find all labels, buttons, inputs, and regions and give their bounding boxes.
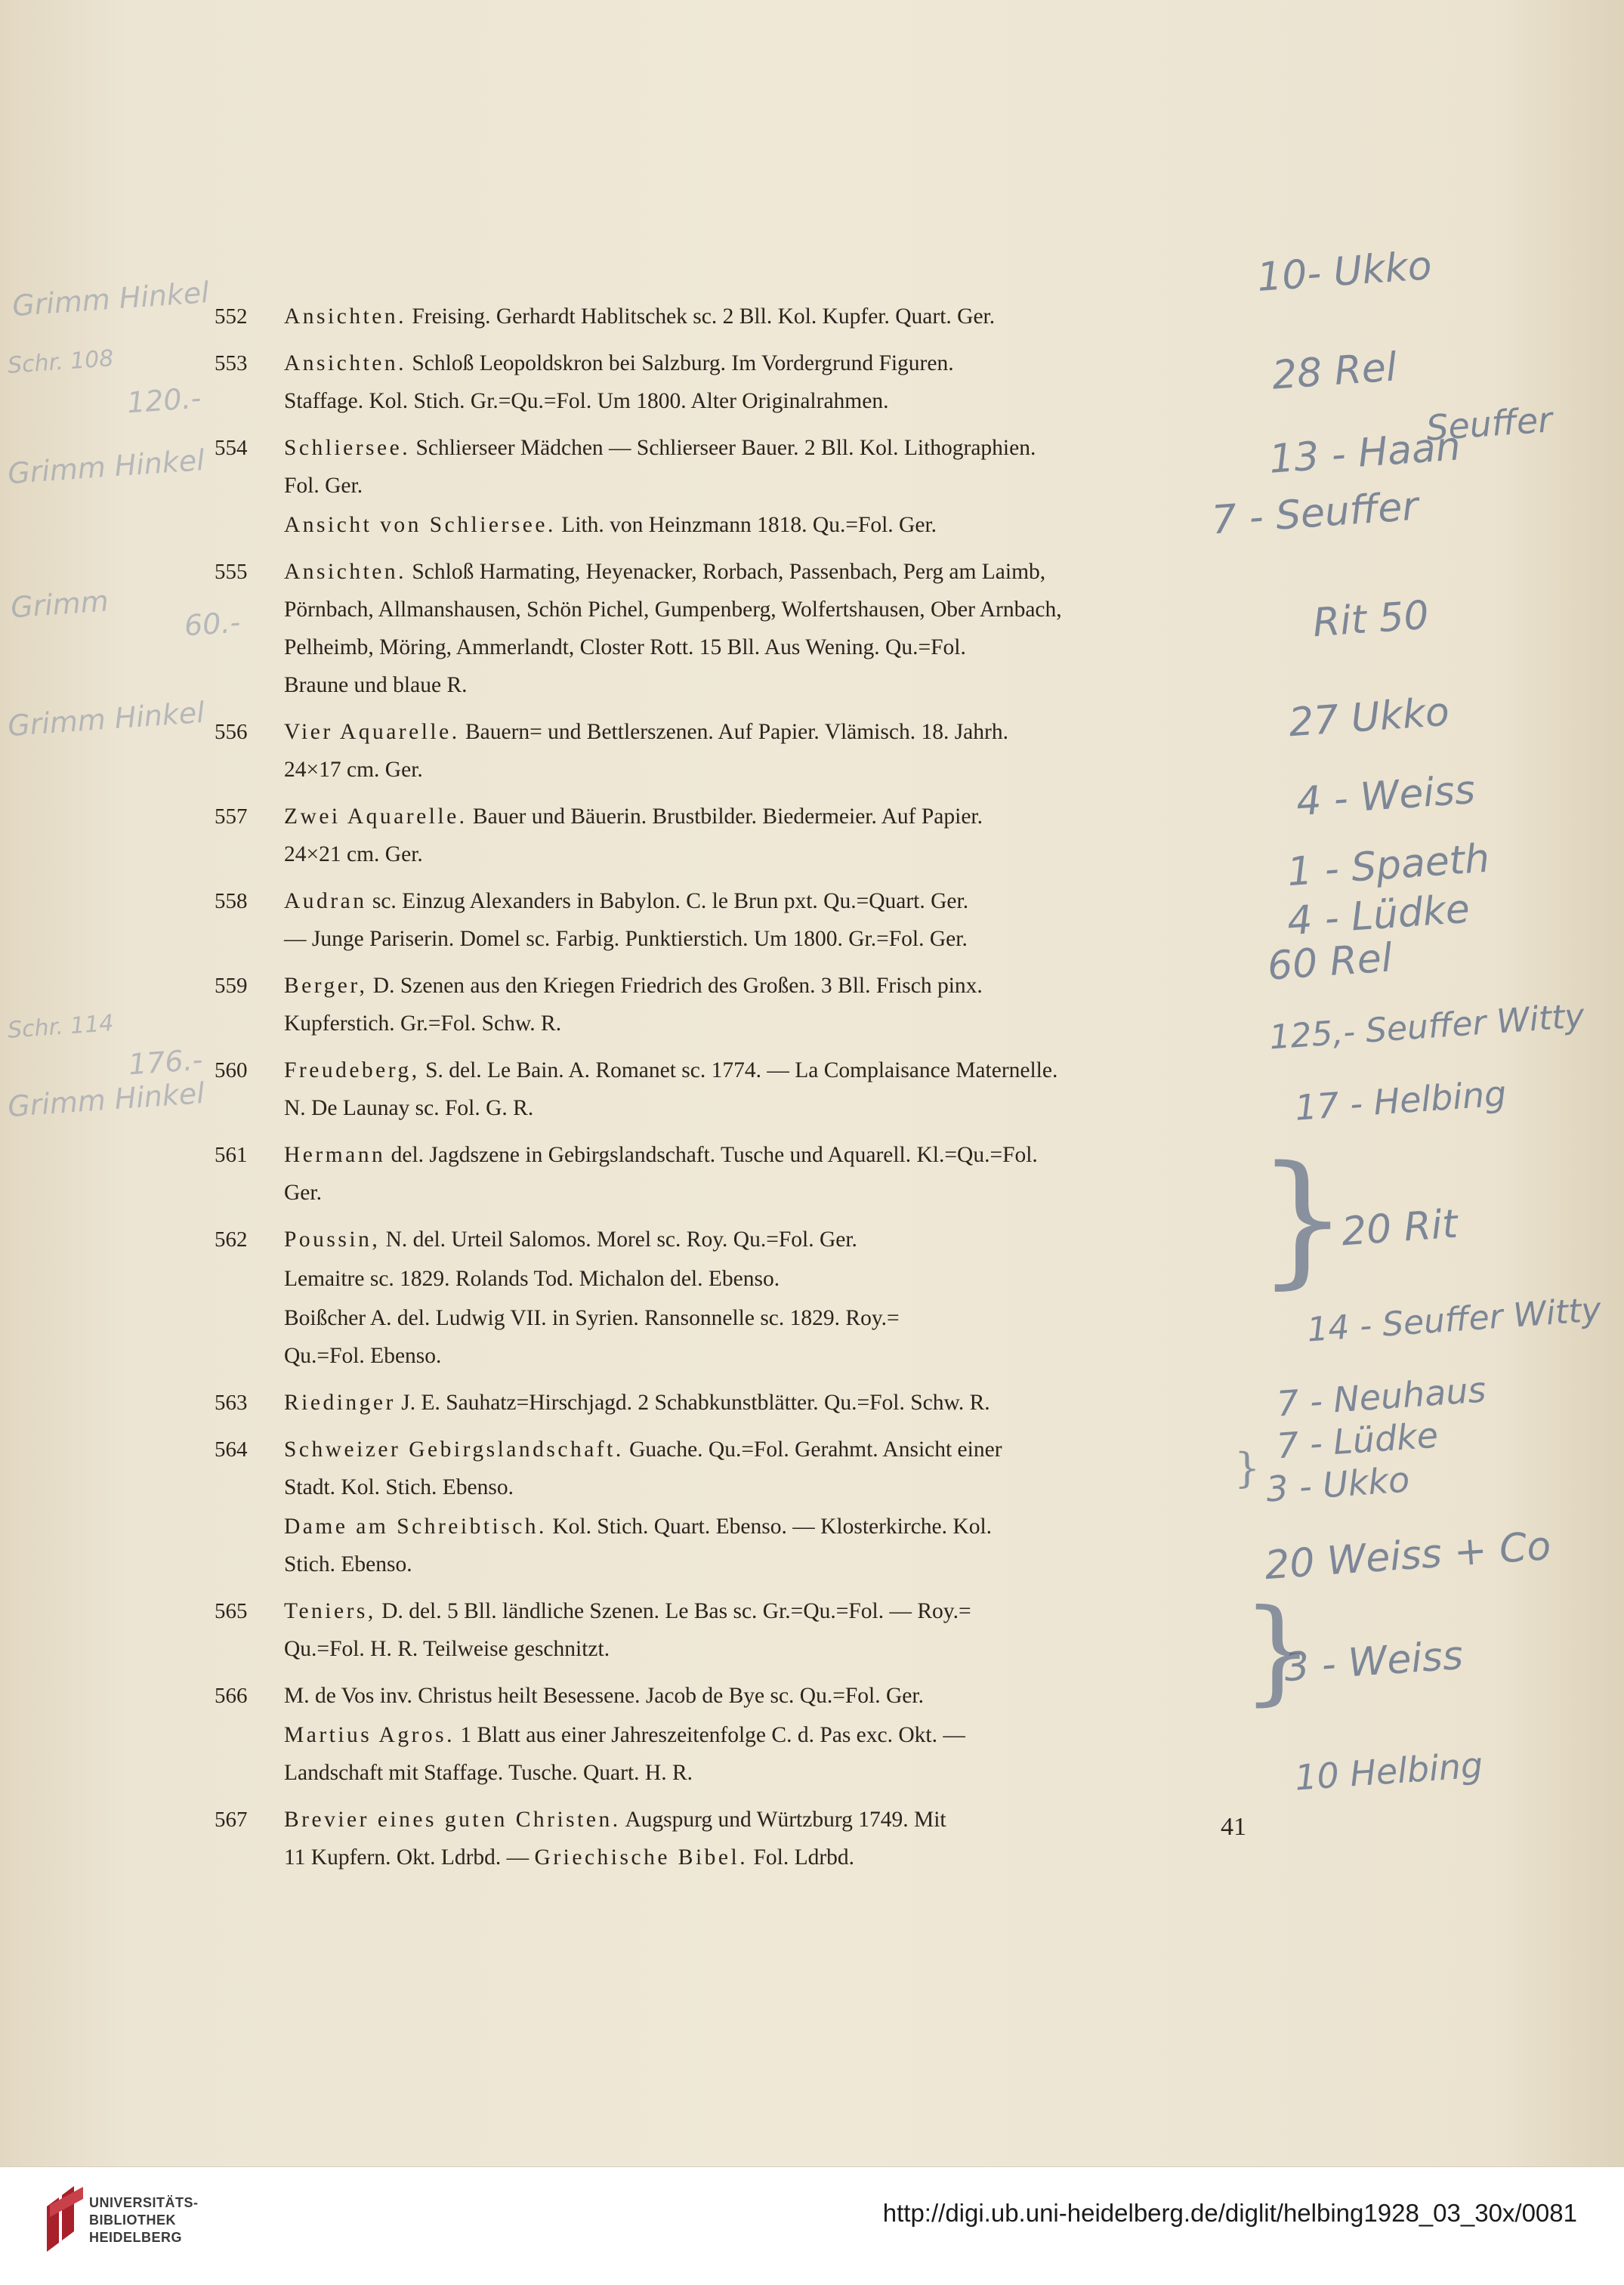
- handwritten-note: 17 - Helbing: [1293, 1073, 1508, 1129]
- lot-description: [284, 506, 1251, 544]
- handwritten-note: 20 Rit: [1340, 1201, 1459, 1255]
- text-line: [284, 1005, 1251, 1042]
- lot-description: [284, 1716, 1251, 1792]
- text-line: [284, 713, 1251, 751]
- lot-number: 561: [215, 1143, 248, 1167]
- lot-number: 552: [215, 304, 248, 329]
- handwritten-note: 20 Weiss + Co: [1263, 1523, 1553, 1589]
- text-run: 1 Blatt aus einer Jahreszeitenfolge C. d. Pas exc. Okt. —: [455, 1723, 965, 1747]
- handwritten-note: Grimm Hinkel: [11, 275, 211, 323]
- text-run: Schlierseer Mädchen — Schlierseer Bauer. 2 Bll. Kol. Lithographien.: [410, 436, 1036, 460]
- text-line: [284, 553, 1251, 591]
- text-run: sc. Einzug Alexanders in Babylon. C. le Brun pxt. Qu.=Quart. Ger.: [366, 889, 969, 913]
- text-run: Stich. Ebenso.: [284, 1552, 412, 1576]
- handwritten-note: 4 - Weiss: [1295, 767, 1477, 826]
- text-run: Pelheimb, Möring, Ammerlandt, Closter Rott. 15 Bll. Aus Wening. Qu.=Fol.: [284, 635, 966, 659]
- text-run: Braune und blaue R.: [284, 673, 468, 697]
- spaced-heading: Griechische Bibel.: [534, 1845, 749, 1870]
- text-run: Schloß Leopoldskron bei Salzburg. Im Vordergrund Figuren.: [406, 351, 954, 375]
- lot-number: 564: [215, 1437, 248, 1462]
- spaced-heading: Poussin,: [284, 1227, 381, 1252]
- text-line: [284, 666, 1251, 704]
- spaced-heading: Brevier eines guten Christen.: [284, 1808, 621, 1832]
- text-run: Augspurg und Würtzburg 1749. Mit: [620, 1808, 946, 1832]
- text-run: — Junge Pariserin. Domel sc. Farbig. Punktierstich. Um 1800. Gr.=Fol. Ger.: [284, 927, 968, 951]
- text-line: [284, 591, 1251, 628]
- text-line: [284, 1089, 1251, 1127]
- text-line: [284, 1221, 1251, 1258]
- spaced-heading: Ansichten.: [284, 304, 406, 329]
- lot-description: [284, 344, 1251, 420]
- text-run: D. del. 5 Bll. ländliche Szenen. Le Bas sc. Gr.=Qu.=Fol. — Roy.=: [375, 1599, 971, 1623]
- text-line: [284, 1299, 1251, 1337]
- lot-description: [284, 1677, 1251, 1715]
- handwritten-brace: }: [1234, 1444, 1261, 1492]
- text-line: [284, 1136, 1251, 1174]
- lot-number: 559: [215, 974, 248, 998]
- spaced-heading: Teniers,: [284, 1599, 376, 1623]
- handwritten-note: Grimm: [9, 584, 110, 625]
- handwritten-note: 1 - Spaeth: [1286, 835, 1491, 896]
- spaced-heading: Audran: [284, 889, 367, 913]
- handwritten-note: Seuffer: [1425, 399, 1554, 449]
- text-line: [284, 1431, 1251, 1468]
- text-run: Guache. Qu.=Fol. Gerahmt. Ansicht einer: [623, 1437, 1002, 1462]
- spaced-heading: Ansichten.: [284, 560, 406, 584]
- page-number: 41: [1221, 1813, 1246, 1841]
- text-run: Qu.=Fol. Ebenso.: [284, 1344, 442, 1368]
- handwritten-note: 7 - Lüdke: [1275, 1414, 1440, 1467]
- lot-description: [284, 298, 1251, 335]
- text-run: N. De Launay sc. Fol. G. R.: [284, 1096, 534, 1120]
- lot-description: [284, 713, 1251, 789]
- spaced-heading: Dame am Schreibtisch.: [284, 1515, 547, 1539]
- text-run: 11 Kupfern. Okt. Ldrbd. —: [284, 1845, 535, 1870]
- text-run: Fol. Ldrbd.: [748, 1845, 855, 1870]
- handwritten-note: Rit 50: [1311, 592, 1431, 647]
- spaced-heading: Riedinger: [284, 1391, 396, 1415]
- spaced-heading: Berger,: [284, 974, 368, 998]
- spaced-heading: Zwei Aquarelle.: [284, 804, 468, 829]
- handwritten-note: 4 - Lüdke: [1286, 886, 1471, 945]
- text-run: 24×21 cm. Ger.: [284, 842, 423, 866]
- spaced-heading: Vier Aquarelle.: [284, 720, 460, 744]
- handwritten-note: 7 - Neuhaus: [1275, 1369, 1487, 1425]
- text-run: Pörnbach, Allmanshausen, Schön Pichel, Gumpenberg, Wolfertshausen, Ober Arnbach,: [284, 597, 1062, 622]
- text-line: [284, 1508, 1251, 1545]
- text-run: N. del. Urteil Salomos. Morel sc. Roy. Qu.=Fol. Ger.: [380, 1227, 857, 1252]
- text-run: M. de Vos inv. Christus heilt Besessene. Jacob de Bye sc. Qu.=Fol. Ger.: [284, 1684, 924, 1708]
- lot-number: 558: [215, 889, 248, 913]
- text-run: Lith. von Heinzmann 1818. Qu.=Fol. Ger.: [555, 513, 937, 537]
- handwritten-note: Schr. 108: [6, 345, 115, 379]
- lot-description: [284, 1221, 1251, 1258]
- lot-number: 555: [215, 560, 248, 584]
- lot-description: [284, 1384, 1251, 1422]
- text-line: [284, 344, 1251, 382]
- spaced-heading: Hermann: [284, 1143, 386, 1167]
- text-run: Landschaft mit Staffage. Tusche. Quart. H. R.: [284, 1761, 693, 1785]
- text-line: [284, 1592, 1251, 1630]
- handwritten-note: 120.-: [125, 381, 202, 420]
- handwritten-note: Grimm Hinkel: [6, 1076, 206, 1124]
- lot-description: [284, 553, 1251, 704]
- text-line: [284, 628, 1251, 666]
- lot-description: [284, 1592, 1251, 1668]
- text-line: [284, 751, 1251, 789]
- lot-description: [284, 1299, 1251, 1375]
- text-line: [284, 298, 1251, 335]
- text-run: Stadt. Kol. Stich. Ebenso.: [284, 1475, 514, 1499]
- lot-description: [284, 967, 1251, 1042]
- handwritten-note: 125,- Seuffer Witty: [1267, 996, 1586, 1058]
- text-run: Kupferstich. Gr.=Fol. Schw. R.: [284, 1011, 562, 1036]
- text-run: S. del. Le Bain. A. Romanet sc. 1774. — La Complaisance Maternelle.: [419, 1058, 1058, 1082]
- text-line: [284, 1468, 1251, 1506]
- text-run: Staffage. Kol. Stich. Gr.=Qu.=Fol. Um 1800. Alter Originalrahmen.: [284, 389, 889, 413]
- text-line: [284, 1545, 1251, 1583]
- lot-number: 567: [215, 1808, 248, 1832]
- text-run: Kol. Stich. Quart. Ebenso. — Klosterkirche. Kol.: [546, 1515, 993, 1539]
- lot-number: 554: [215, 436, 248, 460]
- lot-description: [284, 1136, 1251, 1212]
- text-line: [284, 1801, 1251, 1839]
- viewer-footer: [0, 2166, 1624, 2285]
- text-run: J. E. Sauhatz=Hirschjagd. 2 Schabkunstblätter. Qu.=Fol. Schw. R.: [395, 1391, 990, 1415]
- lot-description: [284, 882, 1251, 958]
- text-line: [284, 1337, 1251, 1375]
- handwritten-note: 176.-: [127, 1042, 204, 1082]
- text-line: [284, 1174, 1251, 1212]
- text-line: [284, 1260, 1251, 1298]
- lot-description: [284, 1508, 1251, 1583]
- text-line: [284, 1677, 1251, 1715]
- text-line: [284, 798, 1251, 835]
- spaced-heading: Freudeberg,: [284, 1058, 420, 1082]
- text-run: del. Jagdszene in Gebirgslandschaft. Tusche und Aquarell. Kl.=Qu.=Fol.: [385, 1143, 1038, 1167]
- handwritten-note: Schr. 114: [6, 1010, 115, 1044]
- text-line: [284, 1384, 1251, 1422]
- text-line: [284, 429, 1251, 467]
- text-line: [284, 1716, 1251, 1754]
- lot-number: 566: [215, 1684, 248, 1708]
- text-run: Fol. Ger.: [284, 474, 363, 498]
- text-line: [284, 920, 1251, 958]
- handwritten-note: Grimm Hinkel: [6, 443, 206, 491]
- lot-number: 563: [215, 1391, 248, 1415]
- handwritten-note: 3 - Ukko: [1264, 1459, 1411, 1510]
- text-line: [284, 1754, 1251, 1792]
- handwritten-note: 28 Rel: [1270, 344, 1399, 399]
- handwritten-note: Grimm Hinkel: [6, 695, 206, 743]
- spaced-heading: Schweizer Gebirgslandschaft.: [284, 1437, 624, 1462]
- lot-number: 556: [215, 720, 248, 744]
- text-line: [284, 835, 1251, 873]
- permalink-url[interactable]: http://digi.ub.uni-heidelberg.de/diglit/helbing1928_03_30x/0081: [882, 2199, 1577, 2227]
- text-line: [284, 1051, 1251, 1089]
- lot-description: [284, 1260, 1251, 1298]
- text-line: [284, 1839, 1251, 1876]
- library-name: UNIVERSITÄTS- BIBLIOTHEK HEIDELBERG: [89, 2195, 199, 2245]
- handwritten-note: 27 Ukko: [1287, 689, 1451, 746]
- lot-number: 557: [215, 804, 248, 829]
- text-run: Freising. Gerhardt Hablitschek sc. 2 Bll. Kol. Kupfer. Quart. Ger.: [406, 304, 996, 329]
- lot-number: 562: [215, 1227, 248, 1252]
- text-line: [284, 1630, 1251, 1668]
- text-line: [284, 967, 1251, 1005]
- handwritten-brace: }: [1257, 1135, 1348, 1302]
- lot-number: 553: [215, 351, 248, 375]
- text-run: 24×17 cm. Ger.: [284, 758, 423, 782]
- text-run: Bauern= und Bettlerszenen. Auf Papier. Vlämisch. 18. Jahrh.: [459, 720, 1008, 744]
- spaced-heading: Schliersee.: [284, 436, 411, 460]
- handwritten-note: 10 Helbing: [1293, 1744, 1484, 1799]
- text-run: Lemaitre sc. 1829. Rolands Tod. Michalon del. Ebenso.: [284, 1267, 780, 1291]
- text-line: [284, 467, 1251, 505]
- handwritten-note: 60.-: [183, 605, 242, 643]
- handwritten-note: 14 - Seuffer Witty: [1305, 1290, 1603, 1350]
- handwritten-note: 7 - Seuffer: [1210, 483, 1420, 544]
- lot-description: [284, 1051, 1251, 1127]
- handwritten-note: 13 - Haan: [1267, 424, 1462, 483]
- text-run: Bauer und Bäuerin. Brustbilder. Biedermeier. Auf Papier.: [467, 804, 983, 829]
- lot-description: [284, 1801, 1251, 1876]
- handwritten-note: 10- Ukko: [1255, 242, 1434, 301]
- text-line: [284, 882, 1251, 920]
- lot-description: [284, 429, 1251, 505]
- lot-number: 560: [215, 1058, 248, 1082]
- handwritten-note: 60 Rel: [1266, 935, 1394, 990]
- lot-description: [284, 1431, 1251, 1506]
- text-run: Schloß Harmating, Heyenacker, Rorbach, Passenbach, Perg am Laimb,: [406, 560, 1046, 584]
- lot-description: [284, 798, 1251, 873]
- handwritten-note: 3 - Weiss: [1283, 1632, 1465, 1691]
- text-line: [284, 506, 1251, 544]
- lot-number: 565: [215, 1599, 248, 1623]
- text-run: Qu.=Fol. H. R. Teilweise geschnitzt.: [284, 1637, 610, 1661]
- spaced-heading: Martius Agros.: [284, 1723, 455, 1747]
- text-line: [284, 382, 1251, 420]
- spaced-heading: Ansicht von Schliersee.: [284, 513, 556, 537]
- text-run: D. Szenen aus den Kriegen Friedrich des Großen. 3 Bll. Frisch pinx.: [367, 974, 983, 998]
- handwritten-brace: }: [1242, 1586, 1314, 1717]
- text-run: Ger.: [284, 1181, 322, 1205]
- text-run: Boißcher A. del. Ludwig VII. in Syrien. Ransonnelle sc. 1829. Roy.=: [284, 1306, 900, 1330]
- spaced-heading: Ansichten.: [284, 351, 406, 375]
